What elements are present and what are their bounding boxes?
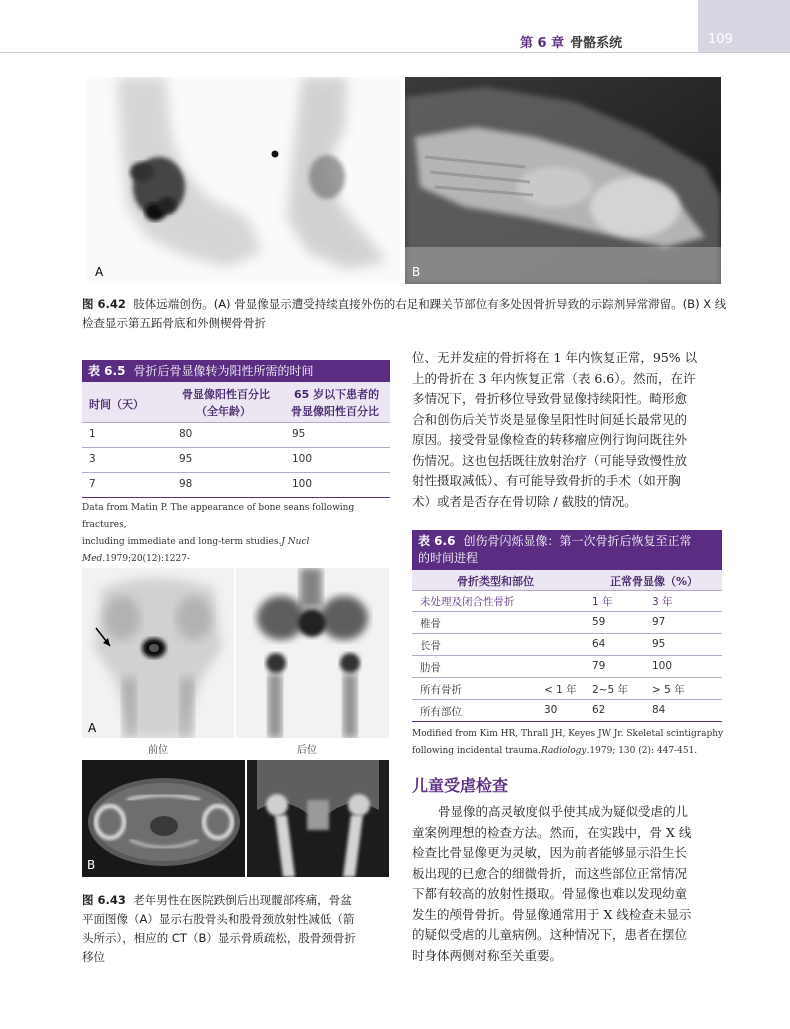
table-cell: 100 [292,478,313,490]
table-6-5-bottom-rule [82,497,390,498]
table-cell: 1 [89,428,96,440]
paragraph-line: 检查比骨显像更为灵敏，因为前者能够显示沿生长 [412,845,688,860]
table-6-5 [82,360,390,490]
source-journal: Radiology [540,746,587,756]
table-row [82,473,390,497]
table-cell: 79 [592,660,606,672]
caption-line: 头所示），相应的 CT（B）显示骨质疏松，股骨颈骨折 [82,931,356,945]
table-cell: 80 [179,428,193,440]
paragraph-line: 射性摄取减低）、有可能导致骨折的手术（如开胸 [412,473,681,488]
table-row [412,678,722,699]
table-6-6-col-fracture: 骨折类型和部位 [457,575,534,588]
paragraph-line: 位、无并发症的骨折将在 1 年内恢复正常，95% 以 [412,350,698,365]
chapter-number: 第 6 章 [520,36,565,51]
paragraph-line: 伤情况。这也包括既往放射治疗（可能导致慢性放 [412,452,688,468]
table-cell: 62 [592,704,606,716]
table-row [412,700,722,721]
caption-line: 平面图像（A）显示右股骨头和股骨颈放射性减低（箭 [82,912,355,926]
paragraph-line: 发生的颅骨骨折。骨显像通常用于 X 线检查未显示 [412,906,692,922]
label-anterior: 前位 [148,745,168,756]
pelvis-ct-coronal-image [247,760,389,877]
table-cell: 所有骨折 [420,684,462,696]
table-6-5-title-bar [82,360,390,382]
paragraph-line: 板出现的已愈合的细微骨折，而这些部位正常情况 [412,865,688,881]
source-line: following incidental trauma. [412,746,541,756]
table-6-6-title-line2: 的时间进程 [418,551,479,565]
table-6-5-title: 骨折后骨显像转为阳性所需的时间 [133,364,314,378]
table-cell: 长骨 [420,640,441,652]
table-row [412,656,722,677]
running-header [520,32,622,51]
table-6-5-number: 表 6.5 [88,364,126,378]
caption-line: 老年男性在医院跌倒后出现髋部疼痛，骨盆 [133,893,352,907]
table-6-6-subheader-left: 未处理及闭合性骨折 [420,596,515,608]
table-6-5-header [82,382,390,422]
figure-6-42-label-b: B [412,265,421,279]
header-rule [0,52,790,53]
right-column-paragraph [412,348,724,512]
source-line: Data from Matin P. The appearance of bone seans following fractures, [82,503,355,530]
table-cell: 100 [652,660,673,672]
paragraph-line: 上的骨折在 3 年内恢复正常（表 6.6）。然而，在许 [412,370,696,386]
table-6-6-col-normal-scan: 正常骨显像（%） [610,575,699,588]
table-6-5-col-under65-line1: 65 岁以下患者的 [294,388,380,401]
table-6-5-col-all-ages-line2: （全年龄） [196,405,251,418]
table-cell: 肋骨 [420,662,441,674]
caption-line: 移位 [82,950,105,964]
figure-6-43-label-b: B [87,858,96,872]
table-cell: 30 [544,704,558,716]
table-cell: 95 [179,453,193,465]
paragraph-line: 术）或者是否存在骨切除 / 截肢的情况。 [412,493,637,509]
table-6-6-number: 表 6.6 [418,534,456,548]
table-cell: 7 [89,478,96,490]
table-cell: 2~5 年 [592,684,628,696]
table-6-6-subheader-1yr: 1 年 [592,596,613,608]
paragraph-line: 的疑似受虐的儿童病例。这种情况下，患者在摆位 [412,927,688,942]
source-line: Modified from Kim HR, Thrall JH, Keyes JW Jr. Skeletal scintigraphy [412,729,724,739]
table-6-6-title-bar [412,530,722,570]
table-6-6-subheader-3yr: 3 年 [652,596,673,608]
table-6-5-col-all-ages-line1: 骨显像阳性百分比 [182,388,270,401]
paragraph-line: 合和创伤后关节炎是显像呈阳性时间延长最常见的 [412,411,688,427]
figure-6-43-panel-b-ct-axial [82,760,245,877]
source-line: including immediate and long-term studies. [82,537,282,547]
figure-6-43-caption [82,891,392,967]
figure-6-43-panel-a-posterior [236,568,389,738]
table-cell: 椎骨 [420,618,441,630]
table-cell: 64 [592,638,606,650]
table-6-6-title-line1: 创伤骨闪烁显像：第一次骨折后恢复至正常 [463,534,692,548]
table-cell: 84 [652,704,666,716]
table-cell: 59 [592,616,606,628]
figure-6-42-caption-number: 图 6.42 [82,297,126,311]
paragraph-line: 时身体两侧对称至关重要。 [412,947,563,963]
paragraph-line: 童案例理想的检查方法。然而，在实践中，骨 X 线 [412,824,692,840]
table-cell: 3 [89,453,96,465]
figure-6-43-panel-a-anterior [82,568,234,738]
foot-xray-image [405,77,721,284]
table-cell: 95 [292,428,306,440]
figure-6-43-panel-b-ct-coronal [247,760,389,877]
table-cell: 98 [179,478,193,490]
paragraph-line: 骨显像的高灵敏度似乎使其成为疑似受虐的儿 [438,804,689,819]
figure-6-42-label-a: A [95,265,104,279]
chapter-title: 骨骼系统 [570,36,623,51]
figure-6-43-label-a: A [88,721,97,735]
figure-6-42-caption-text: 肢体远端创伤。(A) 骨显像显示遭受持续直接外伤的右足和踝关节部位有多处因骨折导致的示踪剂异常滞留。(B) X 线检查显示第五跖骨底和外侧楔骨骨折 [82,297,727,330]
section-heading: 儿童受虐检查 [412,776,509,795]
label-posterior: 后位 [297,745,317,756]
table-6-6-bottom-rule [412,721,722,722]
table-cell: 95 [652,638,666,650]
paragraph-line: 原因。接受骨显像检查的转移瘤应例行询问既往外 [412,432,688,447]
paragraph-line: 多情况下，骨折移位导致骨显像持续阳性。畸形愈 [412,391,688,406]
source-line: .1979;20(12):1227- [102,554,191,564]
section-paragraph [412,802,724,966]
table-6-6-source [412,726,727,760]
table-cell: 所有部位 [420,706,462,718]
table-cell: 97 [652,616,666,628]
source-line: .1979; 130 (2): 447-451. [586,746,698,756]
page-number-tab [698,0,790,52]
figure-6-42-panel-b-xray [405,77,721,284]
table-6-6-subheader [412,591,722,611]
table-row [412,612,722,633]
pelvis-anterior-scan-image [82,568,234,738]
table-row [412,634,722,655]
paragraph-line: 下都有较高的放射性摄取。骨显像也难以发现幼童 [412,886,688,901]
page-number: 109 [708,32,733,47]
table-cell: > 5 年 [652,684,685,696]
table-6-5-col-under65-line2: 骨显像阳性百分比 [291,405,379,418]
source-journal: J Nucl Med [82,537,310,564]
table-6-6-header [412,570,722,590]
foot-bone-scan-image [87,77,400,284]
table-cell: 100 [292,453,313,465]
pelvis-posterior-scan-image [236,568,389,738]
pelvis-ct-axial-image [82,760,245,877]
figure-6-42-panel-a-bone-scan [87,77,400,284]
figure-6-43-caption-number: 图 6.43 [82,893,126,907]
table-row [82,423,390,447]
table-6-6 [412,530,722,722]
figure-6-42-caption [82,295,727,333]
table-row [82,448,390,472]
table-cell: < 1 年 [544,684,577,696]
table-6-5-col-time: 时间（天） [89,398,144,411]
